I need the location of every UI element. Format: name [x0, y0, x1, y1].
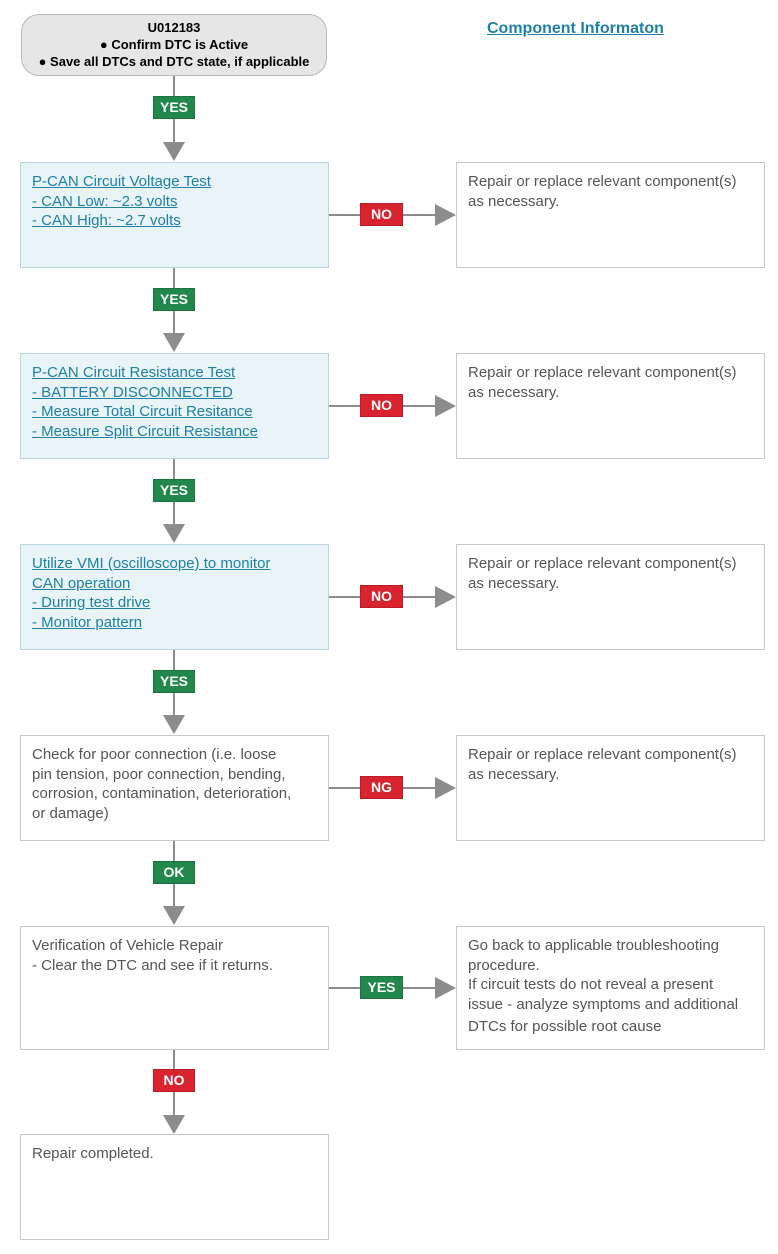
arrow-down-icon: [163, 524, 185, 543]
step-line: - Clear the DTC and see if it returns.: [32, 956, 273, 974]
no-badge: NO: [153, 1069, 195, 1092]
step-line[interactable]: - During test drive: [32, 594, 151, 611]
step-line: pin tension, poor connection, bending,: [32, 765, 286, 783]
repair-box: [456, 544, 765, 650]
step-line: corrosion, contamination, deterioration,: [32, 785, 292, 802]
resistance-test-box[interactable]: [20, 353, 329, 459]
step-line[interactable]: - CAN Low: ~2.3 volts: [32, 192, 178, 210]
step-line[interactable]: - BATTERY DISCONNECTED: [32, 383, 233, 401]
troubleshoot-line: issue - analyze symptoms and additional: [468, 995, 739, 1013]
start-line-2: ● Save all DTCs and DTC state, if applicable: [38, 54, 310, 69]
oscilloscope-test-box[interactable]: [20, 544, 329, 650]
arrow-right-icon: [435, 586, 456, 608]
repair-box: [456, 353, 765, 459]
arrow-right-icon: [435, 977, 456, 999]
yes-badge: YES: [153, 96, 195, 119]
start-line-1: ● Confirm DTC is Active: [99, 37, 249, 52]
step-line[interactable]: Utilize VMI (oscilloscope) to monitor: [32, 555, 271, 572]
step-line[interactable]: CAN operation: [32, 574, 131, 592]
connection-check-box: [20, 735, 329, 841]
repair-line: Repair or replace relevant component(s): [468, 746, 737, 763]
arrow-down-icon: [163, 1115, 185, 1134]
repair-line: Repair or replace relevant component(s): [468, 364, 737, 381]
arrow-right-icon: [435, 204, 456, 226]
troubleshoot-line: procedure.: [468, 956, 540, 974]
final-line: Repair completed.: [32, 1145, 154, 1162]
voltage-test-box[interactable]: [20, 162, 329, 268]
yes-badge: YES: [153, 288, 195, 311]
step-line: Verification of Vehicle Repair: [32, 937, 223, 954]
troubleshoot-line: If circuit tests do not reveal a present: [468, 976, 714, 993]
no-badge: NO: [360, 585, 403, 608]
repair-line: Repair or replace relevant component(s): [468, 173, 737, 190]
start-node: [21, 14, 327, 76]
repair-completed-box: [20, 1134, 329, 1240]
dtc-code: U012183: [147, 20, 201, 35]
step-line[interactable]: P-CAN Circuit Voltage Test: [32, 173, 211, 190]
arrow-down-icon: [163, 906, 185, 925]
arrow-down-icon: [163, 715, 185, 734]
component-information-link[interactable]: Component Informaton: [487, 20, 664, 37]
step-line[interactable]: - Monitor pattern: [32, 613, 143, 631]
repair-line: Repair or replace relevant component(s): [468, 555, 737, 572]
repair-line: as necessary.: [468, 383, 560, 401]
ng-badge: NG: [360, 776, 403, 799]
no-badge: NO: [360, 203, 403, 226]
arrow-right-icon: [435, 777, 456, 799]
troubleshoot-line: DTCs for possible root cause: [468, 1018, 662, 1035]
yes-badge: YES: [153, 670, 195, 693]
ok-badge: OK: [153, 861, 195, 884]
yes-badge: YES: [153, 479, 195, 502]
troubleshooting-box: [456, 926, 765, 1050]
repair-box: [456, 735, 765, 841]
arrow-down-icon: [163, 142, 185, 161]
arrow-down-icon: [163, 333, 185, 352]
repair-line: as necessary.: [468, 192, 560, 210]
repair-line: as necessary.: [468, 765, 560, 783]
no-badge: NO: [360, 394, 403, 417]
arrow-right-icon: [435, 395, 456, 417]
repair-line: as necessary.: [468, 574, 560, 592]
step-line: Check for poor connection (i.e. loose: [32, 746, 277, 763]
step-line[interactable]: - Measure Split Circuit Resistance: [32, 422, 258, 440]
step-line: or damage): [32, 804, 109, 822]
step-line[interactable]: P-CAN Circuit Resistance Test: [32, 364, 236, 381]
yes-badge: YES: [360, 976, 403, 999]
troubleshoot-line: Go back to applicable troubleshooting: [468, 937, 720, 954]
verification-box: [20, 926, 329, 1050]
repair-box: [456, 162, 765, 268]
step-line[interactable]: - Measure Total Circuit Resitance: [32, 403, 253, 420]
step-line[interactable]: - CAN High: ~2.7 volts: [32, 212, 181, 229]
